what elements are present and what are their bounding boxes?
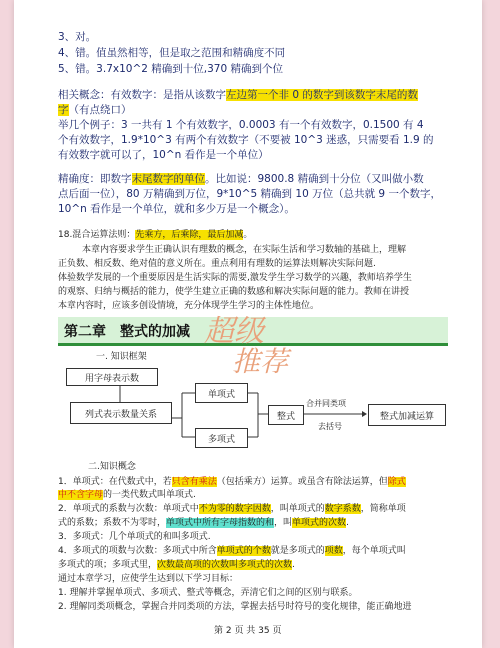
concept-3: 3．多项式：几个单项式的和叫多项式. [58,532,211,542]
box-expression-quantity-relation: 列式表示数量关系 [70,402,172,424]
box-monomial: 单项式 [195,383,248,403]
concept-2-line-2: 式的系数；系数不为零时，单项式中所有字母指数的和，叫单项式的次数. [58,518,349,528]
sig-line-2: 字（有点绕口） [58,104,132,116]
box-addition-subtraction: 整式加减运算 [368,404,446,426]
box-letters-represent-numbers: 用字母表示数 [66,368,158,386]
sig-line-1: 相关概念：有效数字：是指从该数字左边第一个非 0 的数字到该数字末尾的数 [58,89,418,101]
concept-1-line-2: 中不含字母的一类代数式叫单项式. [58,490,196,500]
concept-4-line-2: 多项式的项；多项式里，次数最高项的次数叫多项式的次数. [58,560,295,570]
answer-3: 3、对。 [58,31,97,43]
framework-heading: 一. 知识框架 [96,352,147,362]
concept-2-line-1: 2．单项式的系数与次数：单项式中不为零的数字因数，叫单项式的数字系数，简称单项 [58,504,406,514]
concept-4-line-1: 4．多项式的项数与次数：多项式中所含单项式的个数就是多项式的项数，每个单项式叫 [58,546,406,556]
handwriting-line-2: 推荐 [232,345,289,378]
goal-2: 2. 理解同类项概念，掌握合并同类项的方法，掌握去括号时符号的变化规律，能正确地进 [58,602,412,612]
rule-18: 18.混合运算法则：先乘方，后乘除，最后加减。 [58,230,253,240]
acc-line-1: 精确度：即数字末尾数字的单位。比如说：9800.8 精确到十分位（又叫做小数 [58,173,424,185]
acc-line-3: 10^n 看作是一个单位，就和多少万是一个概念）。 [58,203,295,215]
para-line-5: 本章内容时，应该多创设情境，充分体现学生学习的主体性地位。 [58,301,320,311]
box-integral-expression: 整式 [268,405,304,425]
acc-line-2: 点后面一位），80 万精确到万位，9*10^5 精确到 10 万位（总共就 9 一个数字， [58,188,441,200]
answer-5: 5、错。3.7x10^2 精确到十位,370 精确到个位 [58,63,283,75]
box-polynomial: 多项式 [195,428,248,448]
concept-1-line-1: 1．单项式：在代数式中，若只含有乘法（包括乘方）运算。或虽含有除法运算，但除式 [58,477,406,487]
handwriting-line-1: 超级 [204,314,264,349]
concept-heading: 二.知识概念 [88,462,136,472]
page-footer: 第 2 页 共 35 页 [214,626,282,636]
sig-line-3: 举几个例子：3 一共有 1 个有效数字，0.0003 有一个有效数字，0.1500 有 4 [58,119,424,131]
sig-line-4: 个有效数字，1.9*10^3 有两个有效数字（不要被 10^3 迷惑，只需要看 1.9 的 [58,134,434,146]
sig-line-5: 有效数字就可以了，10^n 看作是一个单位） [58,149,269,161]
para-line-3: 体验数学发展的一个重要原因是生活实际的需要,激发学生学习数学的兴趣，教师培养学生 [58,273,412,283]
para-line-1: 本章内容要求学生正确认识有理数的概念，在实际生活和学习数轴的基础上，理解 [82,245,407,255]
goal-intro: 通过本章学习，应使学生达到以下学习目标： [58,574,239,584]
para-line-4: 的观察、归纳与概括的能力，使学生建立正确的数感和解决实际问题的能力。教师在讲授 [58,287,410,297]
label-combine-like-terms: 合并同类项 [306,399,346,408]
para-line-2: 正负数、相反数、绝对值的意义所在。重点利用有理数的运算法则解决实际问题. [58,259,376,269]
goal-1: 1. 理解并掌握单项式、多项式、整式等概念，弄清它们之间的区别与联系。 [58,588,358,598]
label-remove-brackets: 去括号 [318,422,342,431]
answer-4: 4、错。值虽然相等，但是取之范围和精确度不同 [58,47,286,59]
chapter-title: 第二章 整式的加减 [64,324,190,340]
